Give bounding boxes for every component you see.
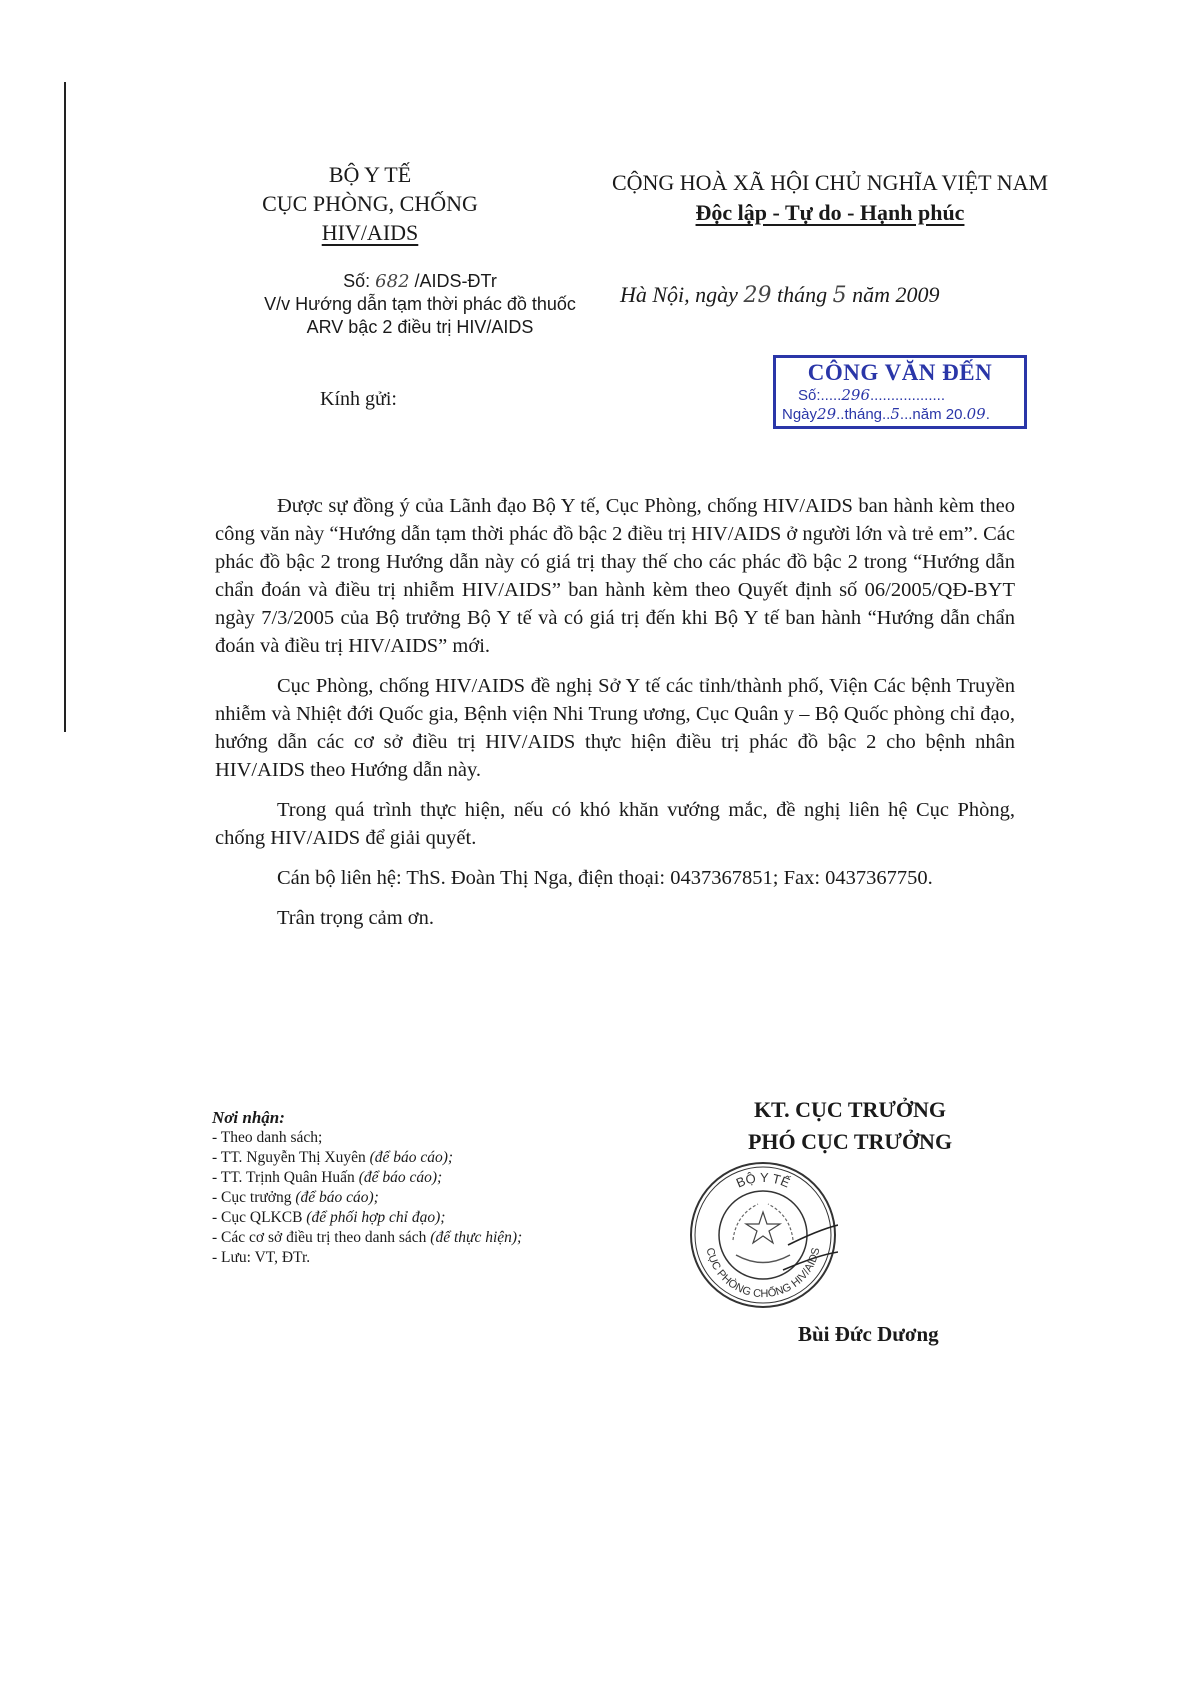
body-paragraph: Cục Phòng, chống HIV/AIDS đề nghị Sở Y tế các tỉnh/thành phố, Viện Các bệnh Truyền nhiễm và Nhiệt đới Quốc gia, Bệnh viện Nhi Trung ương, Cục Quân y – Bộ Quốc phòng chỉ đạo, hướng dẫn các cơ sở điều trị HIV/AIDS thực hiện điều trị phác đồ bậc 2 cho bệnh nhân HIV/AIDS theo Hướng dẫn này. <box>215 675 1015 781</box>
country-name: CỘNG HOÀ XÃ HỘI CHỦ NGHĨA VIỆT NAM <box>611 170 1049 195</box>
recipient-item: - Lưu: VT, ĐTr. <box>212 1249 311 1266</box>
signature-title: KT. CỤC TRƯỞNG <box>753 1097 947 1122</box>
recipients-list <box>212 1108 522 1268</box>
document-number: Số: 682 /AIDS-ĐTr <box>343 271 497 292</box>
body-paragraph: Được sự đồng ý của Lãnh đạo Bộ Y tế, Cục Phòng, chống HIV/AIDS ban hành kèm theo công văn này “Hướng dẫn tạm thời phác đồ bậc 2 điều trị HIV/AIDS ở người lớn và trẻ em”. Các phác đồ bậc 2 trong Hướng dẫn này có giá trị thay thế cho các phác đồ bậc 2 trong “Hướng dẫn chẩn đoán và điều trị nhiễm HIV/AIDS” ban hành kèm theo Quyết định số 06/2005/QĐ-BYT ngày 7/3/2005 của Bộ trưởng Bộ Y tế và có giá trị đến khi Bộ Y tế ban hành “Hướng dẫn chẩn đoán và điều trị HIV/AIDS” mới. <box>215 495 1015 657</box>
signature-block <box>700 1094 1000 1158</box>
seal-text-top: BỘ Y TẾ <box>733 1169 793 1191</box>
margin-line <box>64 82 66 732</box>
subject-line: ARV bậc 2 điều trị HIV/AIDS <box>306 317 534 337</box>
issue-date: Hà Nội, ngày 29 tháng 5 năm 2009 <box>620 282 940 308</box>
recipient-item: - Cục QLKCB (để phối hợp chỉ đạo); <box>212 1209 446 1226</box>
recipient-item: - TT. Nguyễn Thị Xuyên (để báo cáo); <box>212 1149 454 1166</box>
body-paragraph: Trong quá trình thực hiện, nếu có khó khăn vướng mắc, đề nghị liên hệ Cục Phòng, chống HIV/AIDS để giải quyết. <box>215 799 1015 849</box>
seal-text-bottom: CỤC PHÒNG CHỐNG HIV/AIDS <box>703 1246 823 1301</box>
recipient-item: - Các cơ sở điều trị theo danh sách (để thực hiện); <box>212 1229 523 1246</box>
document-reference <box>250 270 590 339</box>
recipient-item: - Cục trưởng (để báo cáo); <box>212 1189 379 1206</box>
body-paragraph: Cán bộ liên hệ: ThS. Đoàn Thị Nga, điện thoại: 0437367851; Fax: 0437367750. <box>277 867 933 889</box>
ministry-name: BỘ Y TẾ <box>328 162 412 187</box>
issuer-header <box>200 160 540 247</box>
handwritten-number: 682 <box>375 271 410 292</box>
national-motto: Độc lập - Tự do - Hạnh phúc <box>695 200 965 225</box>
national-header <box>560 168 1100 228</box>
letter-body <box>215 492 1015 944</box>
received-stamp <box>773 355 1027 429</box>
signer-name: Bùi Đức Dương <box>798 1322 939 1346</box>
recipients-heading: Nơi nhận: <box>212 1108 285 1127</box>
signature-position: PHÓ CỤC TRƯỞNG <box>747 1129 953 1154</box>
subject-line: V/v Hướng dẫn tạm thời phác đồ thuốc <box>264 294 576 314</box>
stamp-number: Số:.....296.................. <box>798 386 946 404</box>
recipient-item: - Theo danh sách; <box>212 1129 323 1146</box>
stamp-date: Ngày29..tháng..5...năm 20.09. <box>782 405 990 423</box>
department-name: CỤC PHÒNG, CHỐNG <box>262 191 478 216</box>
recipient-item: - TT. Trịnh Quân Huấn (để báo cáo); <box>212 1169 443 1186</box>
body-paragraph: Trân trọng cảm ơn. <box>277 907 434 929</box>
official-seal-icon <box>688 1160 838 1310</box>
salutation: Kính gửi: <box>320 388 397 410</box>
stamp-title: CÔNG VĂN ĐẾN <box>807 360 993 385</box>
department-name-line2: HIV/AIDS <box>321 220 419 245</box>
